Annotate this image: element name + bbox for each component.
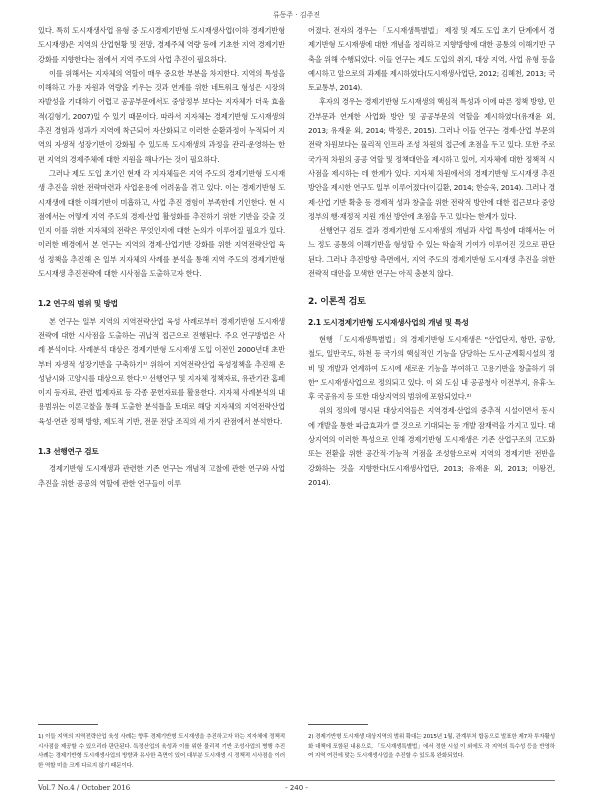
journal-issue: Vol.7 No.4 / October 2016 [38,784,131,792]
body-paragraph: 현행 「도시재생특별법」의 경제기반형 도시재생은 "산업단지, 항만, 공항, 철도, 일반국도, 하천 등 국가의 핵심적인 기능을 담당하는 도시·군계획시설의 정비 및 개발과 연계하여 도시에 새로운 기능을 부여하고 고용기반을 창출하기 위한" 도시재생사업으로 정의되고 있다. 이 외 도심 내 공공청사 이전부지, 유휴·노후 국공유지 등 또한 대상지역의 범위에 포함되었다.²⁾ [308,334,555,402]
body-paragraph: 어졌다. 전자의 경우는 「도시재생특별법」 제정 및 제도 도입 초기 단계에서 경제기반형 도시재생에 대한 개념을 정리하고 지향방향에 대한 공통의 이해기반 구축을 위해 수행되었다. 이들 연구는 제도 도입의 취지, 대상 지역, 사업 유형 등을 예시하고 앞으로의 과제를 제시하였다(도시재생사업단, 2012; 김혜천, 2013; 국토교통부, 2014). [308,26,555,93]
section-heading-2: 2. 이론적 검토 [308,297,366,308]
running-header: 류동주 · 김주진 [272,11,321,19]
right-column [308,24,555,490]
body-paragraph: 후자의 경우는 경제기반형 도시재생의 핵심적 특성과 이에 따른 정책 방향, 민간부문과 연계한 사업화 방안 및 공공부문의 역할을 제시하였다(유재윤 외, 2013; 유재윤 외, 2014; 박정은, 2015). 그러나 이들 연구는 경제·산업 부문의 전략 차원보다는 물리적 인프라 조성 차원의 접근에 초점을 두고 있다. 또한 주로 국가적 차원의 공공 역할 및 정책대안을 제시하고 있어, 지자체에 대한 정책적 시사점을 제시하는 데 한계가 있다. 지자체 차원에서의 경제기반형 도시재생 추진 방안을 제시한 연구도 일부 이루어졌다(이길환, 2014; 한승욱, 2014). 그러나 경제·산업 기반 확충 등 경제적 성과 창출을 위한 전략적 방안에 대한 접근보다 중앙정부의 행·재정적 지원 개선 방안에 초점을 두고 있다는 한계가 있다. [308,97,555,221]
section-heading-1-3: 1.3 선행연구 검토 [38,447,99,457]
body-paragraph: 이를 위해서는 지자체의 역할이 매우 중요한 부분을 차지한다. 지역의 특성을 이해하고 가용 자원과 역량을 키우는 것과 연계를 위한 네트워크 형성은 시장의 자발성을 기대하기 어렵고 공공부문에서도 중앙정부 보다는 지자체가 더욱 효율적(김형기, 2007)일 수 있기 때문이다. 따라서 지자체는 경제기반형 도시재생의 추진 경험과 성과가 지역에 착근되어 자산화되고 이러한 순환과정이 누적되어 지역의 자생적 성장기반이 강화될 수 있도록 도시재생의 과정을 관리·운영하는 한편 지역의 경제주체에 대한 지원을 해나가는 것이 필요하다. [38,68,285,164]
body-paragraph: 있다. 특히 도시재생사업 유형 중 도시경제기반형 도시재생사업(이하 경제기반형 도시재생)은 지역의 산업현황 및 전망, 경제주체 역량 등에 기초한 지역 경제기반 강화를 지향한다는 점에서 지역 주도의 사업 추진이 필요하다. [38,26,285,64]
footer-divider [38,780,555,781]
section-heading-2-1: 2.1 도시경제기반형 도시재생사업의 개념 및 특성 [308,317,469,327]
body-paragraph: 위의 정의에 명시된 대상지역들은 지역경제·산업의 중추적 시설이면서 동시에 개발을 통한 파급효과가 클 것으로 기대되는 등 개발 잠재력을 가지고 있다. 대상지역의 이러한 특성으로 인해 경제기반형 도시재생은 기존 산업구조의 고도화 또는 전환을 위한 공간적·기능적 거점을 조성함으로써 지역의 경제기반 전반을 강화하는 것을 지향한다(도시재생사업단, 2013; 유재윤 외, 2013; 이왕건, 2014). [308,406,555,487]
footnote-divider [308,724,368,725]
body-paragraph: 선행연구 검토 결과 경제기반형 도시재생의 개념과 사업 특성에 대해서는 어느 정도 공통의 이해기반을 형성할 수 있는 학술적 기여가 이루어진 것으로 판단된다. 그러나 추진방향 측면에서, 지역 주도의 경제기반형 도시재생 추진을 위한 전략적 대안을 모색한 연구는 아직 충분치 않다. [308,226,555,279]
body-paragraph: 경제기반형 도시재생과 관련한 기존 연구는 개념적 고찰에 관한 연구와 사업추진을 위한 공공의 역할에 관한 연구들이 이루 [38,464,285,488]
footnote-1: 1) 이들 지역의 지역전략산업 육성 사례는 향후 경제기반형 도시재생을 추진하고자 하는 지자체에 정책적 시사점을 제공할 수 있으리라 판단된다. 특정산업의 육성과 이를 위한 물리적 기반 조성사업의 병행 추진 사례는 경제기반형 도시재생사업의 방향과 유사한 측면이 있어 대부분 도시재생 시 정책적 시사점을 이러한 역할 미을 크게 다르지 않기 때문이다. [38,734,285,769]
footnote-2: 2) 경제기반형 도시재생 대상지역의 범위 확대는 2015년 1월, 관계부처 합동으로 발표한 제7차 투자활성화 대책에 포함된 내용으로, 「도시재생특별법」에서 정한 시설 이 외에도 각 지역의 특수성 등을 반영하여 지역 여건에 맞는 도시재생사업을 추진할 수 있도록 완화되었다. [308,734,555,760]
footnote-divider [38,724,98,725]
left-column [38,24,285,491]
body-paragraph: 본 연구는 일부 지역의 지역전략산업 육성 사례로부터 경제기반형 도시재생 전략에 대한 시사점을 도출하는 귀납적 접근으로 진행된다. 주요 연구방법은 사례 분석이다. 사례분석 대상은 경제기반형 도시재생 도입 이전인 2000년대 초반부터 자생적 성장기반을 구축하기¹⁾ 위하여 지역전략산업 육성정책을 추진해 온 성남시와 고양시를 대상으로 한다.¹⁾ 선행연구 및 지자체 정책자료, 유관기관 홈페이지 등자료, 관련 법제자료 등 각종 문헌자료를 활용한다. 지자체 사례분석의 내용범위는 이론고찰을 통해 도출한 분석틀을 토대로 해당 지자체의 지역전략산업 육성·연관 정책 방향, 제도적 기반, 전문 전담 조직의 세 가지 관점에서 분석한다. [38,316,285,426]
section-heading-1-2: 1.2 연구의 범위 및 방법 [38,299,118,309]
body-paragraph: 그러나 제도 도입 초기인 현재 각 지자체들은 지역 주도의 경제기반형 도시재생 추진을 위한 전략마련과 사업운용에 어려움을 겪고 있다. 이는 경제기반형 도시재생에 대한 이해기반이 미흡하고, 사업 추진 경험이 부족한데 기인한다. 현 시점에서는 어떻게 지역 주도의 경제·산업 활성화를 추진하기 위한 기반을 갖출 것인지 이를 위한 지자체의 전략은 무엇인지에 대한 논의가 이루어질 필요가 있다. 이러한 배경에서 본 연구는 지역의 경제·산업기반 강화를 위한 지역전략산업 육성 정책을 추진해 온 일부 지자체의 사례를 분석을 통해 지역 주도의 경제기반형 도시재생 추진전략에 대한 시사점을 도출하고자 한다. [38,168,285,279]
page-number: - 240 - [285,784,308,792]
